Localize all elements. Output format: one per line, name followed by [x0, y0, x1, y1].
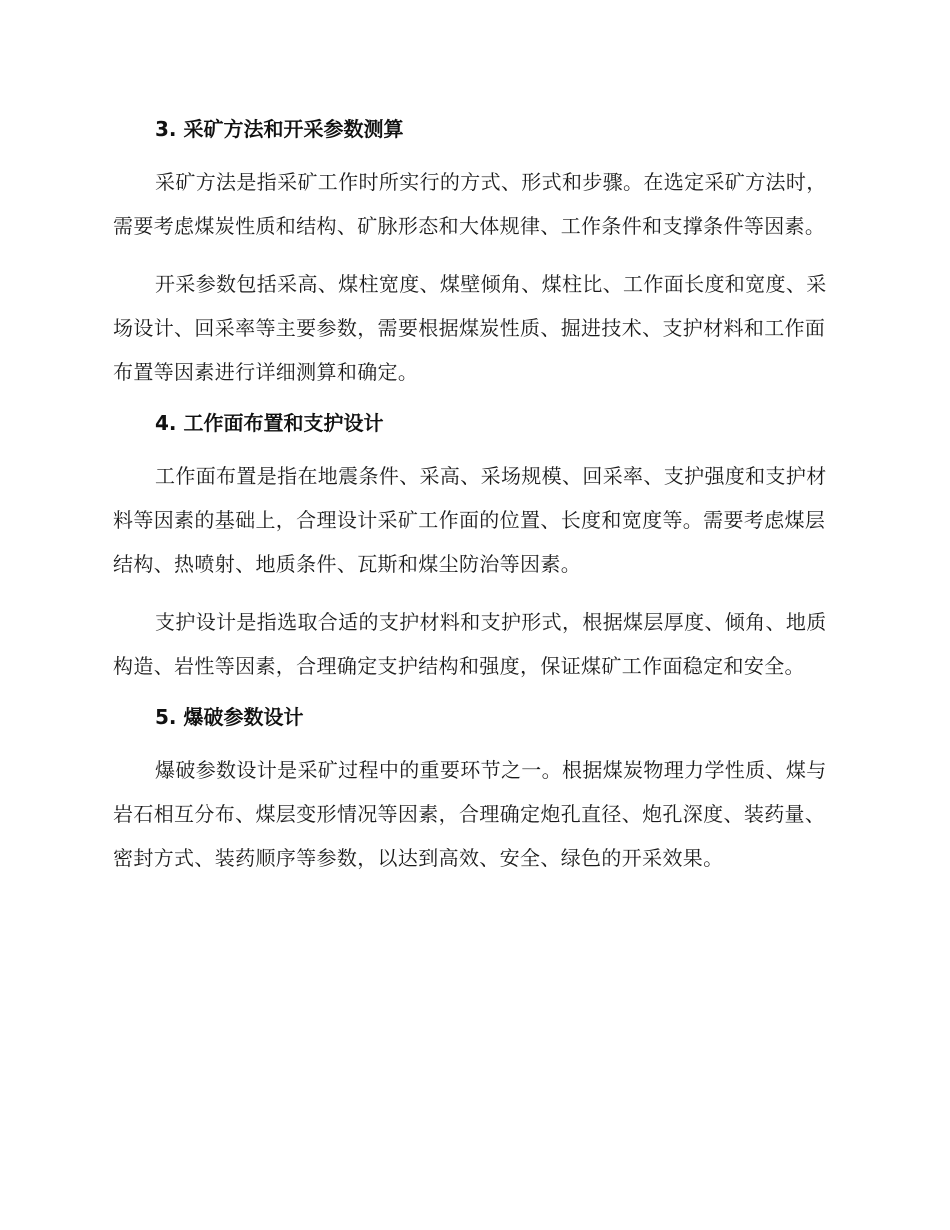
section-heading-5: 5. 爆破参数设计: [155, 705, 304, 729]
paragraph-working-face-layout: 工作面布置是指在地震条件、采高、采场规模、回采率、支护强度和支护材料等因素的基础上，合理设计采矿工作面的位置、长度和宽度等。需要考虑煤层结构、热喷射、地质条件、瓦斯和煤尘防治等因素。: [113, 464, 827, 576]
paragraph-mining-parameters: 开采参数包括采高、煤柱宽度、煤壁倾角、煤柱比、工作面长度和宽度、采场设计、回采率等主要参数，需要根据煤炭性质、掘进技术、支护材料和工作面布置等因素进行详细测算和确定。: [113, 272, 827, 384]
section-heading-4: 4. 工作面布置和支护设计: [155, 411, 384, 435]
paragraph-blasting-parameters: 爆破参数设计是采矿过程中的重要环节之一。根据煤炭物理力学性质、煤与岩石相互分布、煤层变形情况等因素，合理确定炮孔直径、炮孔深度、装药量、密封方式、装药顺序等参数，以达到高效、安全、绿色的开采效果。: [113, 758, 827, 870]
paragraph-support-design: 支护设计是指选取合适的支护材料和支护形式，根据煤层厚度、倾角、地质构造、岩性等因素，合理确定支护结构和强度，保证煤矿工作面稳定和安全。: [113, 610, 827, 678]
paragraph-mining-method: 采矿方法是指采矿工作时所实行的方式、形式和步骤。在选定采矿方法时，需要考虑煤炭性质和结构、矿脉形态和大体规律、工作条件和支撑条件等因素。: [113, 170, 827, 238]
section-heading-3: 3. 采矿方法和开采参数测算: [155, 117, 404, 141]
